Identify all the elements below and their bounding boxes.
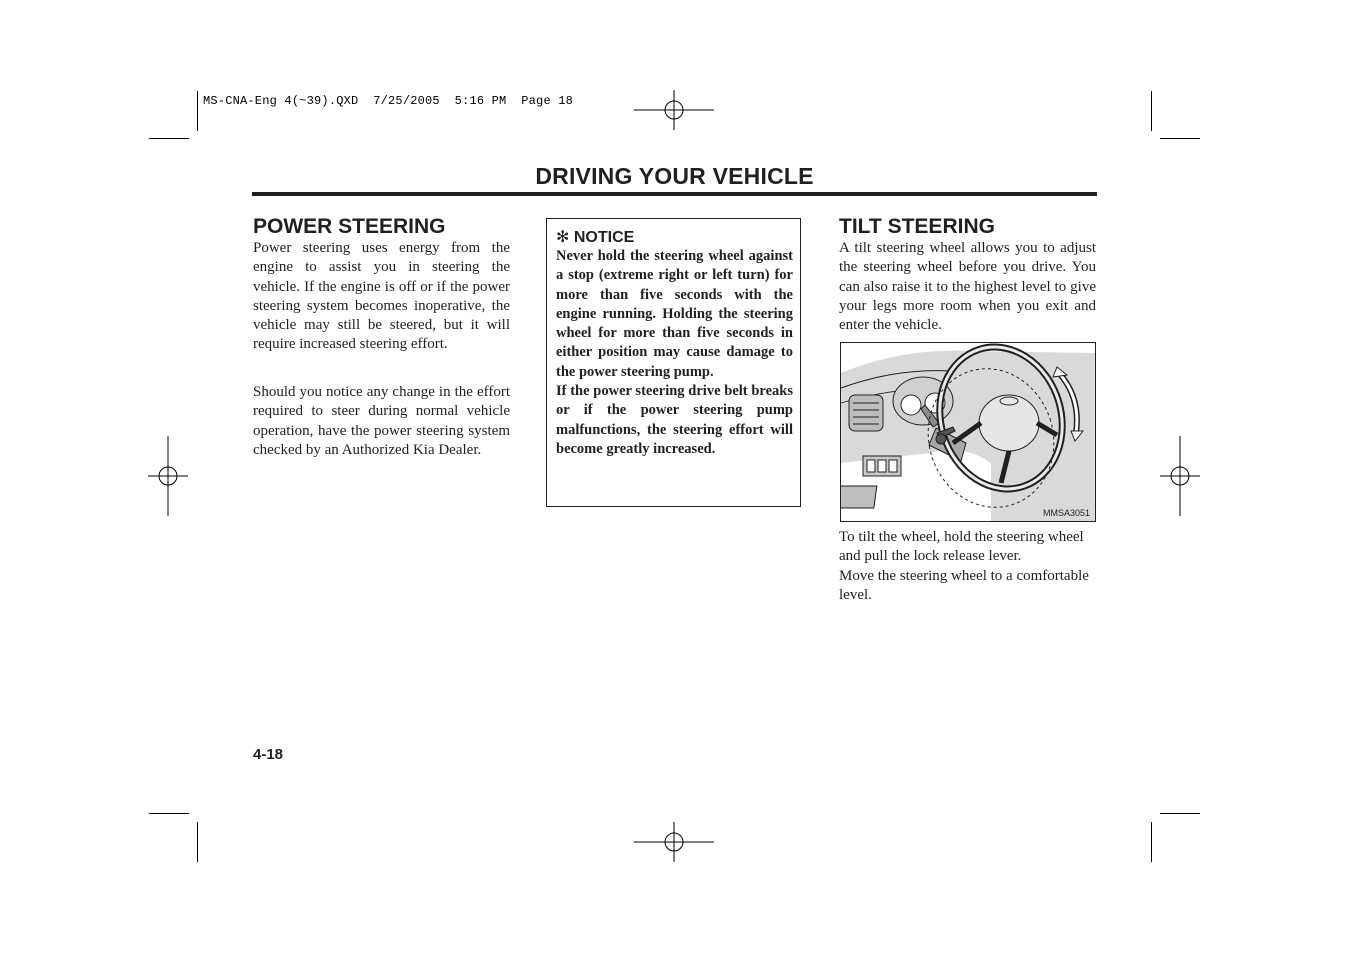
notice-box — [546, 218, 801, 507]
power-steering-paragraph-1: Power steering uses energy from the engine to assist you in steering the vehicle. If the engine is off or if the power steering system becomes inoperative, the vehicle may still be steered, but it will require increased steering effort. — [253, 240, 510, 353]
tilt-steering-paragraph: A tilt steering wheel allows you to adjust the steering wheel before you drive. You can also raise it to the highest level to give your legs more room when you exit and enter the vehicle. — [839, 240, 1096, 334]
figure-caption — [839, 528, 1096, 605]
tilt-steering-illustration — [840, 342, 1096, 522]
notice-paragraph-2: If the power steering drive belt breaks or if the power steering pump malfunctions, the steering effort will become greatly increased. — [556, 383, 793, 457]
figure-code: MMSA3051 — [1042, 508, 1090, 518]
caption-line-1: To tilt the wheel, hold the steering wheel and pull the lock release lever. — [839, 529, 1084, 565]
notice-heading — [556, 227, 634, 247]
print-slug: MS-CNA-Eng 4(~39).QXD 7/25/2005 5:16 PM Page 18 — [203, 94, 574, 108]
caption-line-2: Move the steering wheel to a comfortable level. — [839, 567, 1089, 603]
registration-mark-top — [634, 90, 714, 130]
notice-asterisk-icon: ✻ — [556, 229, 570, 246]
notice-paragraph-1: Never hold the steering wheel against a stop (extreme right or left turn) for more than five seconds with the engine running. Holding the steering wheel for more than five seconds in either position may cause damage to the power steering pump. — [556, 248, 793, 380]
chapter-header: DRIVING YOUR VEHICLE — [535, 163, 814, 189]
registration-mark-left — [148, 436, 188, 516]
steering-wheel-drawing — [841, 343, 1095, 521]
registration-mark-right — [1160, 436, 1200, 516]
notice-body — [556, 247, 793, 459]
registration-mark-bottom — [634, 822, 714, 862]
power-steering-paragraph-2: Should you notice any change in the effort required to steer during normal vehicle operation, have the power steering system checked by an Authorized Kia Dealer. — [253, 384, 510, 458]
notice-heading-label: NOTICE — [573, 229, 635, 246]
tilt-steering-heading: TILT STEERING — [839, 215, 995, 238]
power-steering-heading: POWER STEERING — [253, 215, 446, 238]
page-number: 4-18 — [253, 746, 284, 763]
header-rule — [252, 192, 1097, 196]
